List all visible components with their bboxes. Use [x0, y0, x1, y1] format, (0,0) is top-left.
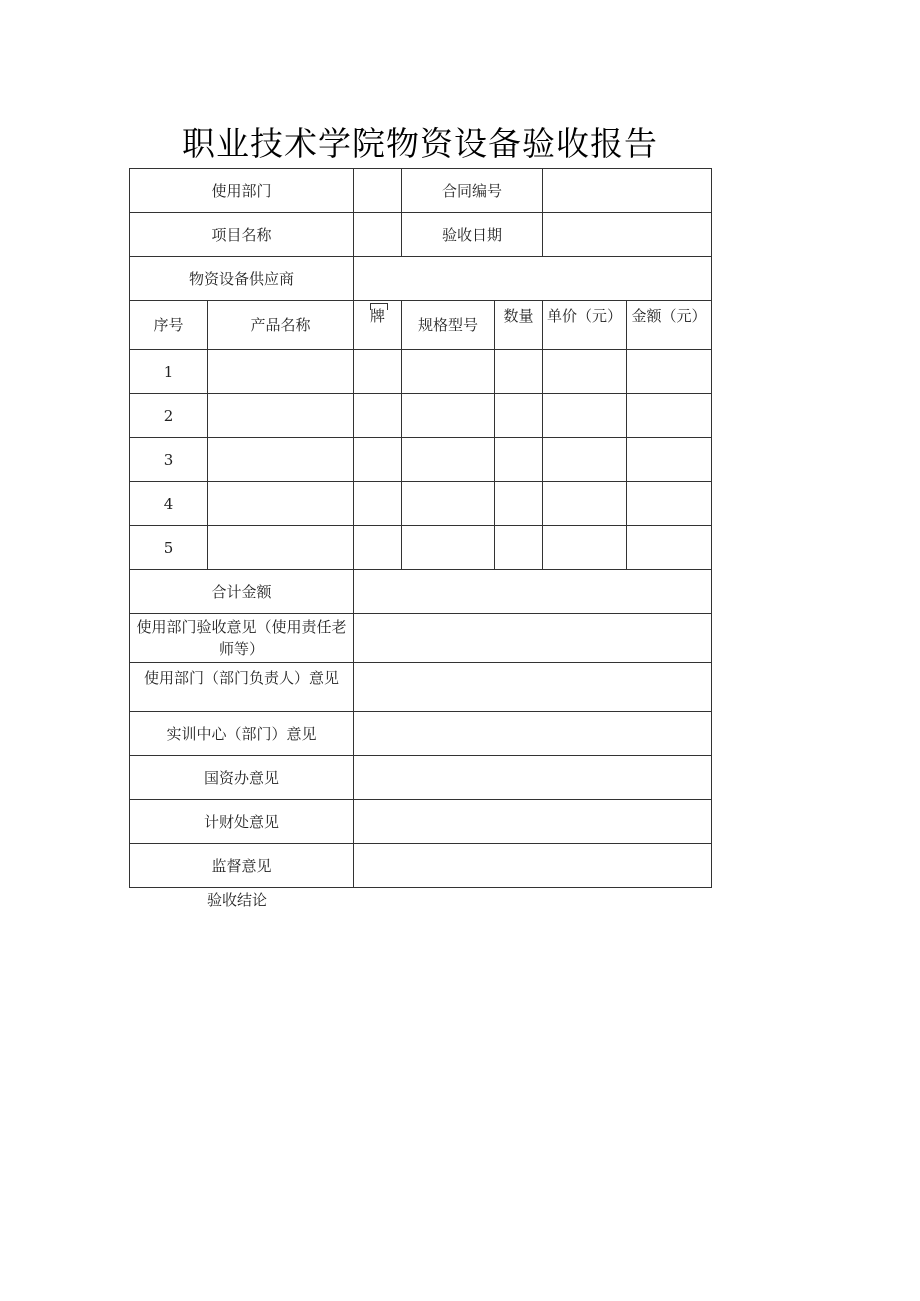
supervision-row [130, 844, 712, 888]
row-no: 5 [130, 526, 208, 570]
finance-value[interactable] [354, 800, 712, 844]
report-title: 职业技术学院物资设备验收报告 [182, 124, 658, 163]
cell-product-name[interactable] [208, 394, 354, 438]
acceptance-date-value[interactable] [543, 213, 712, 257]
table-row [130, 438, 712, 482]
training-center-label: 实训中心（部门）意见 [130, 712, 354, 756]
cell-spec[interactable] [402, 526, 495, 570]
col-brand-text: 牌 [370, 307, 386, 325]
dept-head-opinion-label: 使用部门（部门负责人）意见 [130, 663, 354, 712]
cell-amount[interactable] [627, 394, 712, 438]
cell-amount[interactable] [627, 482, 712, 526]
supervision-label: 监督意见 [130, 844, 354, 888]
cell-unit-price[interactable] [543, 482, 627, 526]
assets-office-label: 国资办意见 [130, 756, 354, 800]
cell-amount[interactable] [627, 438, 712, 482]
assets-office-value[interactable] [354, 756, 712, 800]
cell-spec[interactable] [402, 482, 495, 526]
col-unit-price: 单价（元） [543, 301, 627, 350]
acceptance-form-table [129, 168, 712, 888]
column-header-row [130, 301, 712, 350]
row-no: 2 [130, 394, 208, 438]
row-no: 1 [130, 350, 208, 394]
cell-product-name[interactable] [208, 526, 354, 570]
cell-amount[interactable] [627, 350, 712, 394]
acceptance-date-label: 验收日期 [402, 213, 543, 257]
col-brand [354, 301, 402, 350]
row-no: 3 [130, 438, 208, 482]
supplier-value[interactable] [354, 257, 712, 301]
contract-label: 合同编号 [402, 169, 543, 213]
dept-opinion-row [130, 614, 712, 663]
assets-office-row [130, 756, 712, 800]
col-no: 序号 [130, 301, 208, 350]
training-center-row [130, 712, 712, 756]
cell-product-name[interactable] [208, 438, 354, 482]
cell-brand[interactable] [354, 394, 402, 438]
dept-head-opinion-value[interactable] [354, 663, 712, 712]
cell-product-name[interactable] [208, 350, 354, 394]
cell-unit-price[interactable] [543, 394, 627, 438]
cell-qty[interactable] [495, 350, 543, 394]
col-amount: 金额（元） [627, 301, 712, 350]
cell-spec[interactable] [402, 394, 495, 438]
col-qty: 数量 [495, 301, 543, 350]
cell-qty[interactable] [495, 482, 543, 526]
cell-unit-price[interactable] [543, 350, 627, 394]
finance-label: 计财处意见 [130, 800, 354, 844]
cell-amount[interactable] [627, 526, 712, 570]
project-row [130, 213, 712, 257]
cell-spec[interactable] [402, 438, 495, 482]
cell-spec[interactable] [402, 350, 495, 394]
dept-value[interactable] [354, 169, 402, 213]
dept-opinion-label: 使用部门验收意见（使用责任老师等） [130, 614, 354, 663]
table-row [130, 394, 712, 438]
dept-row [130, 169, 712, 213]
cell-unit-price[interactable] [543, 526, 627, 570]
col-spec: 规格型号 [402, 301, 495, 350]
table-row [130, 526, 712, 570]
total-row [130, 570, 712, 614]
cell-brand[interactable] [354, 438, 402, 482]
total-label: 合计金额 [130, 570, 354, 614]
supplier-label: 物资设备供应商 [130, 257, 354, 301]
col-product-name: 产品名称 [208, 301, 354, 350]
project-label: 项目名称 [130, 213, 354, 257]
dept-opinion-value[interactable] [354, 614, 712, 663]
cell-product-name[interactable] [208, 482, 354, 526]
cell-brand[interactable] [354, 350, 402, 394]
cell-brand[interactable] [354, 482, 402, 526]
supervision-value[interactable] [354, 844, 712, 888]
brand-glyph-fragment [370, 303, 388, 310]
cell-qty[interactable] [495, 526, 543, 570]
dept-label: 使用部门 [130, 169, 354, 213]
contract-value[interactable] [543, 169, 712, 213]
dept-head-opinion-row [130, 663, 712, 712]
project-value[interactable] [354, 213, 402, 257]
conclusion-label: 验收结论 [207, 891, 268, 909]
table-row [130, 350, 712, 394]
training-center-value[interactable] [354, 712, 712, 756]
cell-qty[interactable] [495, 438, 543, 482]
cell-unit-price[interactable] [543, 438, 627, 482]
cell-brand[interactable] [354, 526, 402, 570]
finance-row [130, 800, 712, 844]
row-no: 4 [130, 482, 208, 526]
table-row [130, 482, 712, 526]
cell-qty[interactable] [495, 394, 543, 438]
total-value[interactable] [354, 570, 712, 614]
supplier-row [130, 257, 712, 301]
